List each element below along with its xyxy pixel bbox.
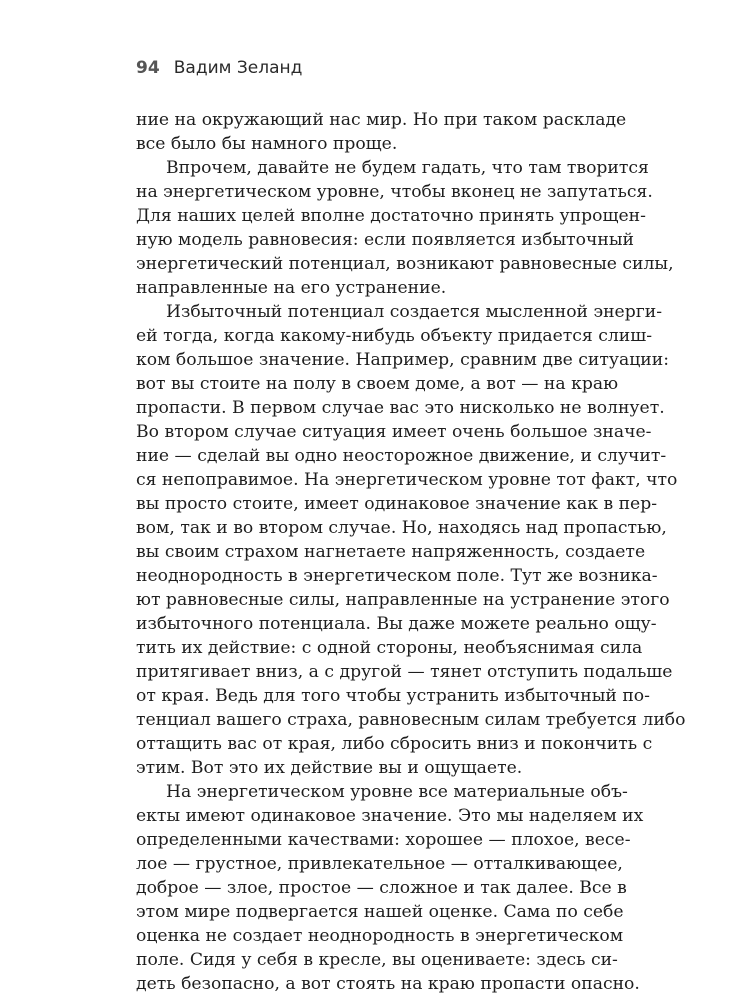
text-line: на энергетическом уровне, чтобы вконец не запутаться.	[136, 182, 653, 202]
text-line: поле. Сидя у себя в кресле, вы оцениваете: здесь си-	[136, 950, 618, 970]
text-line: неоднородность в энергетическом поле. Тут же возника-	[136, 566, 658, 586]
text-line: ся непоправимое. На энергетическом уровне тот факт, что	[136, 470, 678, 490]
text-line: тить их действие: с одной стороны, необъяснимая сила	[136, 638, 643, 658]
text-line: вот вы стоите на полу в своем доме, а вот — на краю	[136, 374, 619, 394]
text-line: ную модель равновесия: если появляется избыточный	[136, 230, 634, 250]
text-line: ние — сделай вы одно неосторожное движение, и случит-	[136, 446, 667, 466]
text-line: от края. Ведь для того чтобы устранить избыточный по-	[136, 686, 650, 706]
text-line: вы своим страхом нагнетаете напряженность, создаете	[136, 542, 646, 562]
paragraph-4	[136, 780, 644, 996]
text-line: деть безопасно, а вот стоять на краю пропасти опасно.	[136, 974, 640, 994]
text-line: На энергетическом уровне все материальные объ-	[166, 782, 628, 802]
text-line: тенциал вашего страха, равновесным силам требуется либо	[136, 710, 686, 730]
text-line: Во втором случае ситуация имеет очень большое значе-	[136, 422, 652, 442]
text-line: доброе — злое, простое — сложное и так далее. Все в	[136, 878, 627, 898]
text-line: этим. Вот это их действие вы и ощущаете.	[136, 758, 523, 778]
text-line: Избыточный потенциал создается мысленной энерги-	[166, 302, 662, 322]
text-line: оттащить вас от края, либо сбросить вниз и покончить с	[136, 734, 653, 754]
text-line: екты имеют одинаковое значение. Это мы наделяем их	[136, 806, 644, 826]
text-line: ют равновесные силы, направленные на устранение этого	[136, 590, 670, 610]
paragraph-2	[136, 156, 674, 300]
text-line: вом, так и во втором случае. Но, находясь над пропастью,	[136, 518, 667, 538]
running-header	[136, 58, 302, 78]
text-line: притягивает вниз, а с другой — тянет отступить подальше	[136, 662, 673, 682]
text-line: ей тогда, когда какому-нибудь объекту придается слиш-	[136, 326, 653, 346]
body-text	[136, 108, 686, 996]
text-line: направленные на его устранение.	[136, 278, 447, 298]
author-name: Вадим Зеланд	[173, 58, 303, 78]
text-line: ком большое значение. Например, сравним две ситуации:	[136, 350, 669, 370]
paragraph-1	[136, 108, 627, 156]
text-line: оценка не создает неоднородность в энергетическом	[136, 926, 624, 946]
text-line: все было бы намного проще.	[136, 134, 398, 154]
paragraph-3	[136, 300, 686, 780]
page-number: 94	[136, 58, 160, 78]
text-line: Для наших целей вполне достаточно принять упрощен-	[136, 206, 646, 226]
text-line: Впрочем, давайте не будем гадать, что там творится	[166, 158, 649, 178]
text-line: ние на окружающий нас мир. Но при таком раскладе	[136, 110, 627, 130]
text-line: избыточного потенциала. Вы даже можете реально ощу-	[136, 614, 657, 634]
text-line: этом мире подвергается нашей оценке. Сама по себе	[136, 902, 624, 922]
text-line: энергетический потенциал, возникают равновесные силы,	[136, 254, 674, 274]
text-line: пропасти. В первом случае вас это нисколько не волнует.	[136, 398, 665, 418]
text-line: лое — грустное, привлекательное — отталкивающее,	[136, 854, 623, 874]
text-line: вы просто стоите, имеет одинаковое значение как в пер-	[136, 494, 658, 514]
text-line: определенными качествами: хорошее — плохое, весе-	[136, 830, 631, 850]
